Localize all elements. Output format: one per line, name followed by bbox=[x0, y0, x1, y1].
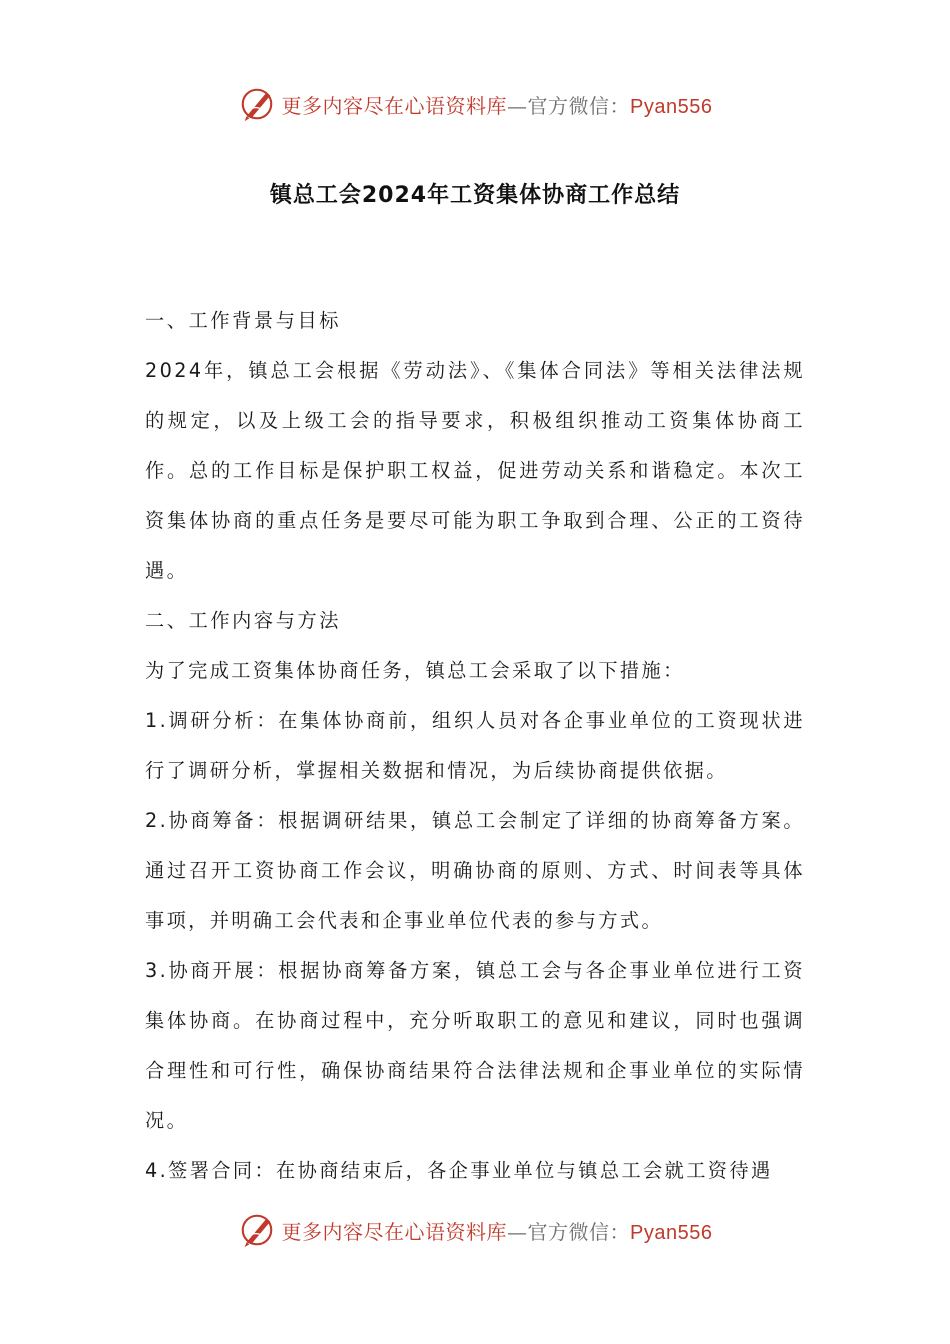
pen-logo-icon bbox=[238, 85, 276, 123]
document-body bbox=[145, 296, 805, 1196]
banner-main-text: 更多内容尽在心语资料库 bbox=[281, 93, 508, 118]
footer-banner bbox=[0, 1208, 950, 1252]
document-title: 镇总工会2024年工资集体协商工作总结 bbox=[269, 183, 681, 208]
list-item-research: 1.调研分析：在集体协商前，组织人员对各企事业单位的工资现状进行了调研分析，掌握相关数据和情况，为后续协商提供依据。 bbox=[145, 709, 805, 782]
header-banner bbox=[0, 82, 950, 126]
banner-wechat-account: Pyan556 bbox=[630, 1221, 713, 1244]
banner-dash: — bbox=[507, 1219, 528, 1244]
banner-wechat-label: 官方微信： bbox=[527, 1219, 631, 1244]
list-item-negotiation: 3.协商开展：根据协商筹备方案，镇总工会与各企事业单位进行工资集体协商。在协商过程中，充分听取职工的意见和建议，同时也强调合理性和可行性，确保协商结果符合法律法规和企事业单位的实际情况。 bbox=[145, 959, 805, 1132]
list-item-preparation: 2.协商筹备：根据调研结果，镇总工会制定了详细的协商筹备方案。通过召开工资协商工作会议，明确协商的原则、方式、时间表等具体事项，并明确工会代表和企事业单位代表的参与方式。 bbox=[145, 809, 805, 932]
section-heading-2: 二、工作内容与方法 bbox=[145, 609, 342, 632]
banner-wechat-label: 官方微信： bbox=[527, 93, 631, 118]
banner-wechat-account: Pyan556 bbox=[630, 95, 713, 118]
section-heading-1: 一、工作背景与目标 bbox=[145, 309, 342, 332]
banner-text bbox=[282, 90, 713, 119]
pen-logo-icon bbox=[238, 1211, 276, 1249]
list-item-contract: 4.签署合同：在协商结束后，各企事业单位与镇总工会就工资待遇 bbox=[145, 1159, 773, 1182]
banner-dash: — bbox=[507, 93, 528, 118]
paragraph-measures-intro: 为了完成工资集体协商任务，镇总工会采取了以下措施： bbox=[145, 659, 685, 682]
paragraph-background: 2024年，镇总工会根据《劳动法》、《集体合同法》等相关法律法规的规定，以及上级工会的指导要求，积极组织推动工资集体协商工作。总的工作目标是保护职工权益，促进劳动关系和谐稳定。本次工资集体协商的重点任务是要尽可能为职工争取到合理、公正的工资待遇。 bbox=[145, 359, 805, 582]
banner-text bbox=[282, 1216, 713, 1245]
banner-main-text: 更多内容尽在心语资料库 bbox=[281, 1219, 508, 1244]
